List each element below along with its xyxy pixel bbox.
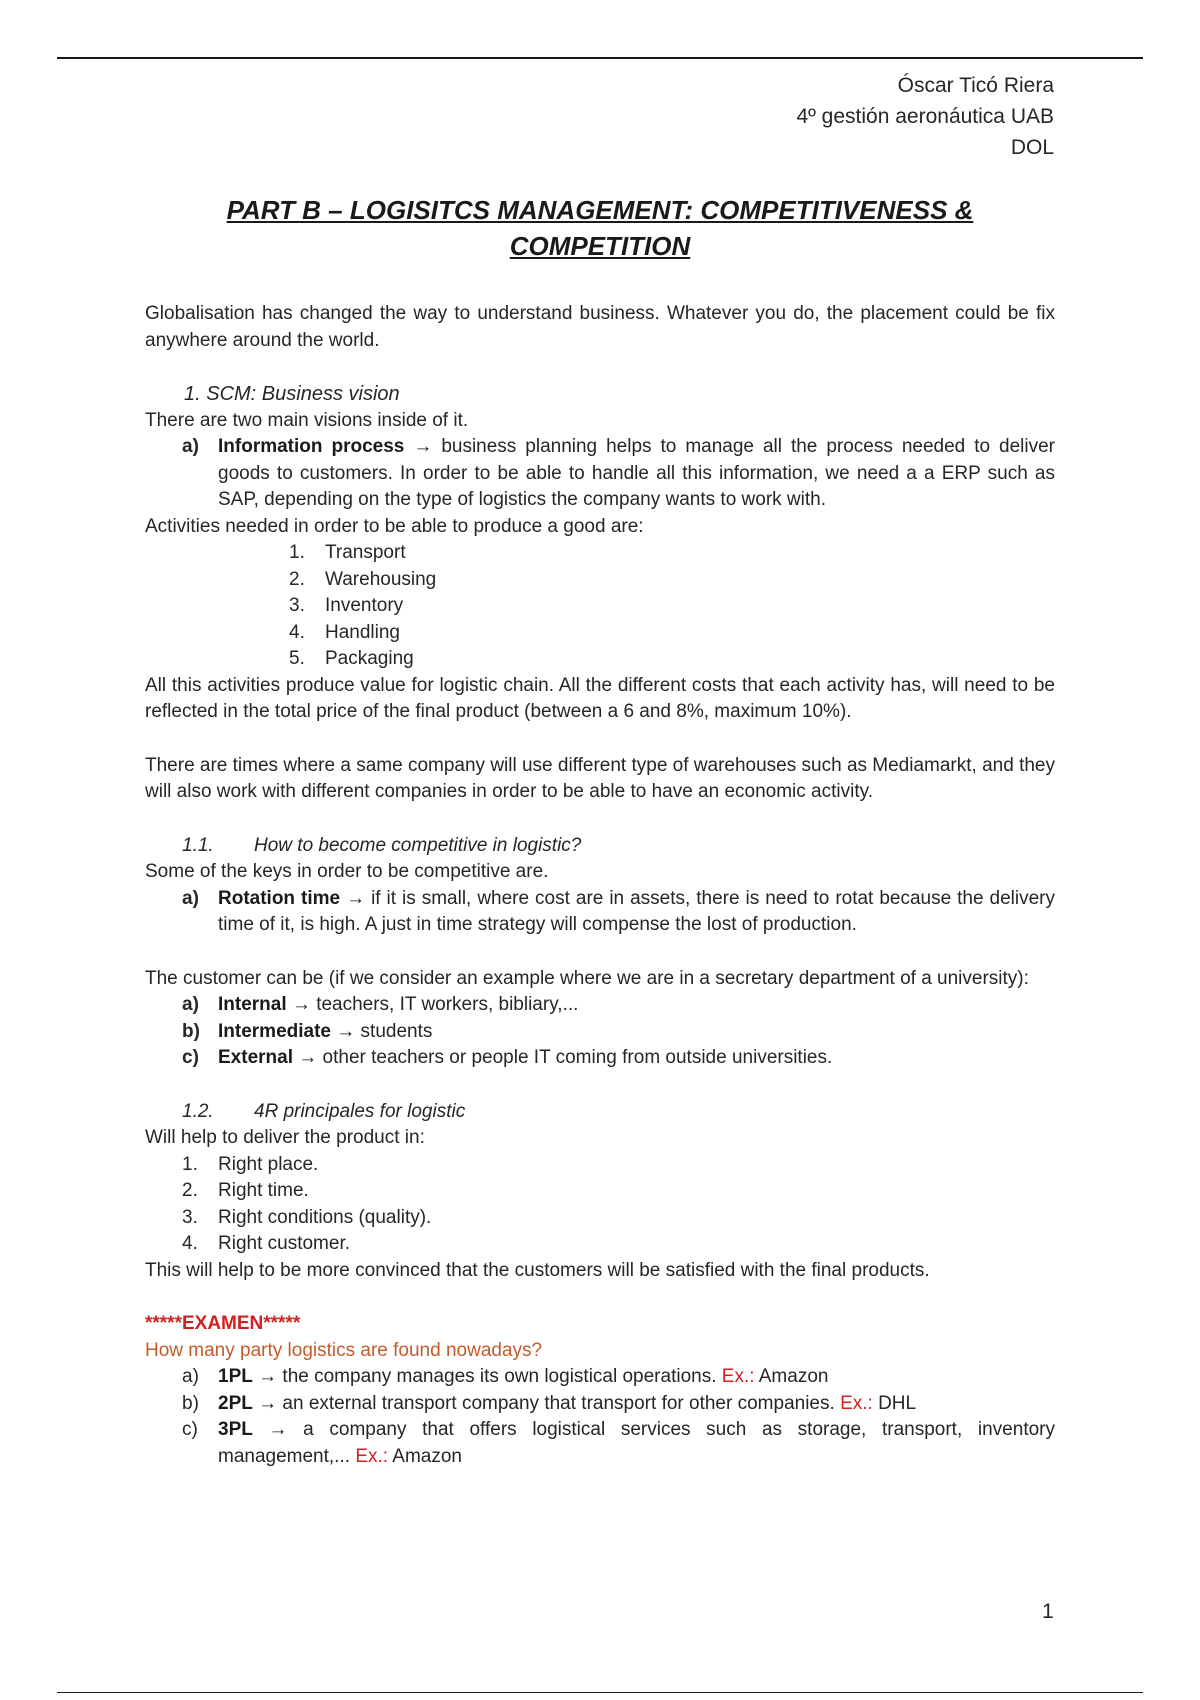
page-title — [145, 192, 1055, 264]
list-item — [145, 1045, 1055, 1072]
author-name: Óscar Ticó Riera — [897, 74, 1054, 97]
list-term: 3PL — [218, 1419, 253, 1440]
list-item — [145, 992, 1055, 1019]
title-line-1: PART B – LOGISITCS MANAGEMENT: COMPETITIVENESS & — [226, 195, 974, 225]
arrow-icon: → — [298, 1047, 318, 1068]
example-value: Amazon — [758, 1366, 829, 1387]
list-text: Packaging — [325, 648, 414, 669]
course-name: 4º gestión aeronáutica UAB — [796, 105, 1054, 128]
arrow-icon: → — [336, 1020, 356, 1042]
example-value: DHL — [878, 1392, 917, 1414]
list-term: External — [218, 1047, 293, 1068]
list-item — [145, 1205, 1055, 1232]
value-paragraph: All this activities produce value for logistic chain. All the different costs that each activity has, will need to be reflected in the total price of the final product (between a 6 and 8%, maximum 10%). — [145, 674, 1055, 722]
section-number: 1.1. — [182, 834, 214, 856]
list-text: the company manages its own logistical operations. — [282, 1366, 717, 1387]
list-item — [145, 1417, 1055, 1470]
list-term: Intermediate — [218, 1020, 331, 1042]
list-text: if it is small, where cost are in assets, there is need to rotat because the delivery time of it, is high. A just in time strategy will compense the lost of production. — [218, 887, 1055, 935]
list-term: 2PL — [218, 1392, 253, 1414]
list-text: teachers, IT workers, bibliary,... — [316, 994, 579, 1015]
section-1-2-lead: Will help to deliver the product in: — [145, 1127, 425, 1148]
list-item — [145, 434, 1055, 514]
list-marker: 1. — [289, 542, 305, 563]
example-label: Ex.: — [355, 1445, 389, 1467]
list-item — [145, 646, 1055, 673]
list-item — [145, 620, 1055, 647]
list-marker: 4. — [289, 621, 305, 643]
list-text: business planning helps to manage all the process needed to deliver goods to customers. In order to be able to handle all this information, we need a a ERP such as SAP, depending on the type of logistics the company wants to work with. — [218, 436, 1056, 510]
customer-lead: The customer can be (if we consider an example where we are in a secretary department of a university): — [145, 967, 1029, 989]
list-text: a company that offers logistical services such as storage, transport, inventory management,... — [218, 1419, 1055, 1467]
list-marker: 3. — [289, 595, 305, 616]
list-marker: a) — [182, 994, 199, 1015]
list-item — [145, 1391, 1055, 1418]
top-rule — [57, 57, 1143, 59]
exam-question: How many party logistics are found nowadays? — [145, 1339, 543, 1361]
list-marker: 1. — [182, 1153, 198, 1175]
list-item — [145, 1231, 1055, 1258]
list-text: Transport — [325, 542, 406, 563]
list-marker: a) — [182, 1366, 199, 1387]
page-number: 1 — [1042, 1600, 1054, 1623]
section-number: 1.2. — [182, 1100, 214, 1122]
document-header — [797, 70, 1055, 163]
subject-name: DOL — [1010, 136, 1054, 159]
list-marker: b) — [182, 1392, 199, 1414]
list-marker: 5. — [289, 648, 305, 669]
list-text: Right time. — [218, 1180, 309, 1201]
list-term: Information process — [218, 436, 405, 457]
arrow-icon: → — [268, 1419, 288, 1440]
arrow-icon: → — [258, 1392, 278, 1414]
list-item — [145, 1364, 1055, 1391]
exam-label: *****EXAMEN***** — [145, 1313, 301, 1334]
list-item — [145, 567, 1055, 594]
section-1-2-conclusion: This will help to be more convinced that the customers will be satisfied with the final products. — [145, 1259, 930, 1281]
list-term: Rotation time — [218, 887, 341, 909]
activities-lead: Activities needed in order to be able to produce a good are: — [145, 515, 644, 537]
list-item — [145, 886, 1055, 939]
list-term: Internal — [218, 994, 287, 1015]
list-item — [145, 1152, 1055, 1179]
list-text: students — [360, 1020, 433, 1042]
arrow-icon: → — [413, 436, 433, 457]
arrow-icon: → — [346, 887, 366, 909]
warehouses-paragraph: There are times where a same company will use different type of warehouses such as Mediamarkt, and they will also work with different companies in order to be able to have an economic activity. — [145, 754, 1055, 802]
list-marker: 2. — [182, 1180, 198, 1201]
example-value: Amazon — [392, 1445, 462, 1467]
list-text: Right customer. — [218, 1233, 350, 1254]
list-marker: c) — [182, 1419, 198, 1440]
list-marker: b) — [182, 1020, 200, 1042]
list-marker: 2. — [289, 568, 305, 590]
title-line-2: COMPETITION — [509, 231, 691, 261]
arrow-icon: → — [258, 1366, 278, 1387]
list-marker: a) — [182, 887, 199, 909]
section-1-heading: 1. SCM: Business vision — [184, 383, 400, 405]
intro-paragraph: Globalisation has changed the way to understand business. Whatever you do, the placement could be fix anywhere around the world. — [145, 303, 1055, 351]
list-text: Warehousing — [325, 568, 437, 590]
section-1-2-heading — [145, 1099, 1055, 1126]
section-title: 4R principales for logistic — [254, 1100, 466, 1122]
document-body — [145, 301, 1055, 1470]
list-marker: 4. — [182, 1233, 198, 1254]
list-text: Right conditions (quality). — [218, 1206, 432, 1228]
list-item — [145, 593, 1055, 620]
bottom-rule — [57, 1692, 1143, 1693]
example-label: Ex.: — [840, 1392, 873, 1414]
list-term: 1PL — [218, 1366, 253, 1387]
list-text: an external transport company that transport for other companies. — [282, 1392, 835, 1414]
list-marker: 3. — [182, 1206, 198, 1228]
list-text: Right place. — [218, 1153, 319, 1175]
list-item — [145, 540, 1055, 567]
section-1-1-lead: Some of the keys in order to be competitive are. — [145, 861, 549, 882]
example-label: Ex.: — [721, 1366, 755, 1387]
list-marker: a) — [182, 436, 199, 457]
section-1-lead: There are two main visions inside of it. — [145, 409, 469, 431]
list-item — [145, 1019, 1055, 1046]
section-title: How to become competitive in logistic? — [254, 834, 582, 856]
section-1-1-heading — [145, 833, 1055, 860]
list-text: other teachers or people IT coming from outside universities. — [322, 1047, 833, 1068]
list-text: Handling — [325, 621, 400, 643]
list-marker: c) — [182, 1047, 199, 1068]
list-item — [145, 1178, 1055, 1205]
list-text: Inventory — [325, 595, 404, 616]
arrow-icon: → — [291, 994, 311, 1015]
